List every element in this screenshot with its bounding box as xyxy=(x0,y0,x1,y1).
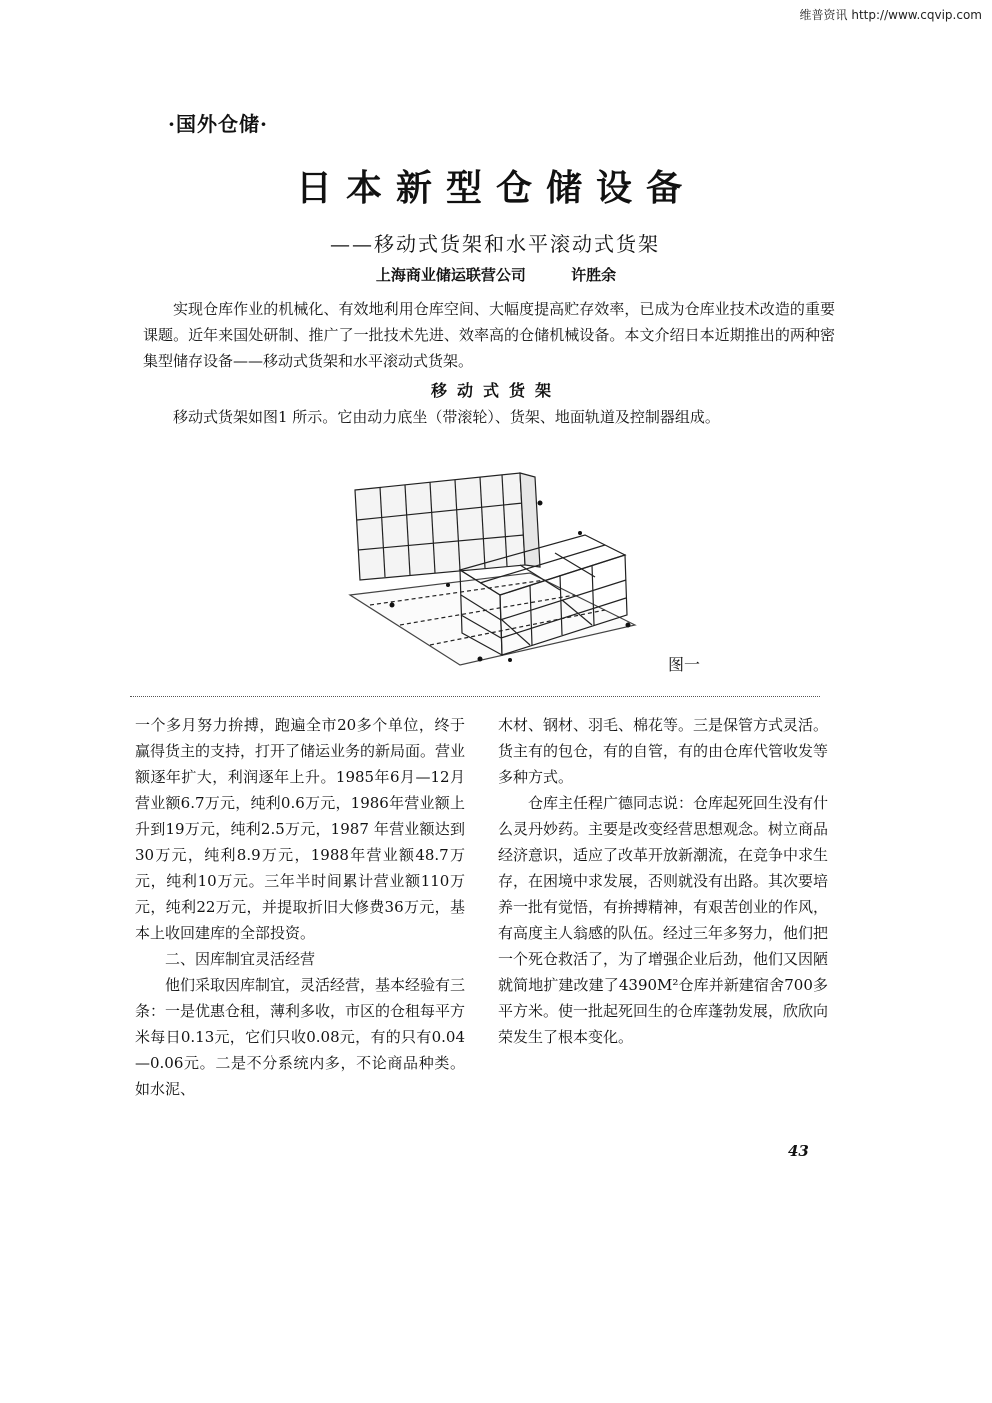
article-subtitle: ——移动式货架和水平滚动式货架 xyxy=(330,232,660,256)
rack-illustration-svg xyxy=(330,455,650,685)
section-first-line: 移动式货架如图1 所示。它由动力底坐（带滚轮）、货架、地面轨道及控制器组成。 xyxy=(173,408,720,426)
byline-org: 上海商业储运联营公司 xyxy=(375,266,526,284)
right-column xyxy=(498,712,828,1050)
byline xyxy=(0,264,992,285)
byline-author: 许胜余 xyxy=(571,266,617,284)
left-subheading: 二、因库制宜灵活经营 xyxy=(165,950,316,968)
watermark: 维普资讯 http://www.cqvip.com xyxy=(799,8,982,22)
right-paragraph-2: 仓库主任程广德同志说：仓库起死回生没有什么灵丹妙药。主要是改变经营思想观念。树立商品经济意识，适应了改革开放新潮流，在竞争中求生存，在困境中求发展，否则就没有出路。其次要培养一批有觉悟，有拚搏精神，有艰苦创业的作风，有高度主人翁感的队伍。经过三年多努力，他们把一个死仓救活了，为了增强企业后劲，他们又因陋就简地扩建改建了4390M²仓库并新建宿舍700多平方米。使一批起死回生的仓库蓬勃发展，欣欣向荣发生了根本变化。 xyxy=(498,794,829,1046)
right-paragraph-1: 木材、钢材、羽毛、棉花等。三是保管方式灵活。货主有的包仓，有的自管，有的由仓库代管收发等多种方式。 xyxy=(498,716,829,786)
left-paragraph-1: 一个多月努力拚搏，跑遍全市20多个单位，终于赢得货主的支持，打开了储运业务的新局面。营业额逐年扩大，利润逐年上升。1985年6月—12月营业额6.7万元，纯利0.6万元，1986年营业额上升到19万元，纯利2.5万元，1987 年营业额达到30万元，纯利8.9万元，1988年营业额48.7万元，纯利10万元。三年半时间累计营业额110万元，纯利22万元，并提取折旧大修费36万元，基本上收回建库的全部投资。 xyxy=(135,716,466,942)
page-number: 43 xyxy=(788,1142,809,1160)
left-paragraph-3: 他们采取因库制宜，灵活经营，基本经验有三条：一是优惠仓租，薄利多收，市区的仓租每平方米每日0.13元，它们只收0.08元，有的只有0.04—0.06元。二是不分系统内多，不论商品种类。如水泥、 xyxy=(135,976,466,1098)
left-column xyxy=(135,712,465,1102)
section-heading: 移动式货架 xyxy=(430,381,561,400)
divider-rule xyxy=(130,696,820,697)
figure-label: 图一 xyxy=(668,655,701,674)
article-title: 日本新型仓储设备 xyxy=(295,167,696,209)
intro-paragraph: 实现仓库作业的机械化、有效地利用仓库空间、大幅度提高贮存效率，已成为仓库业技术改造的重要课题。近年来国处研制、推广了一批技术先进、效率高的仓储机械设备。本文介绍日本近期推出的两种密集型储存设备——移动式货架和水平滚动式货架。 xyxy=(143,300,835,370)
column-tag: ·国外仓储· xyxy=(168,112,268,136)
figure-rack-illustration xyxy=(330,455,650,685)
